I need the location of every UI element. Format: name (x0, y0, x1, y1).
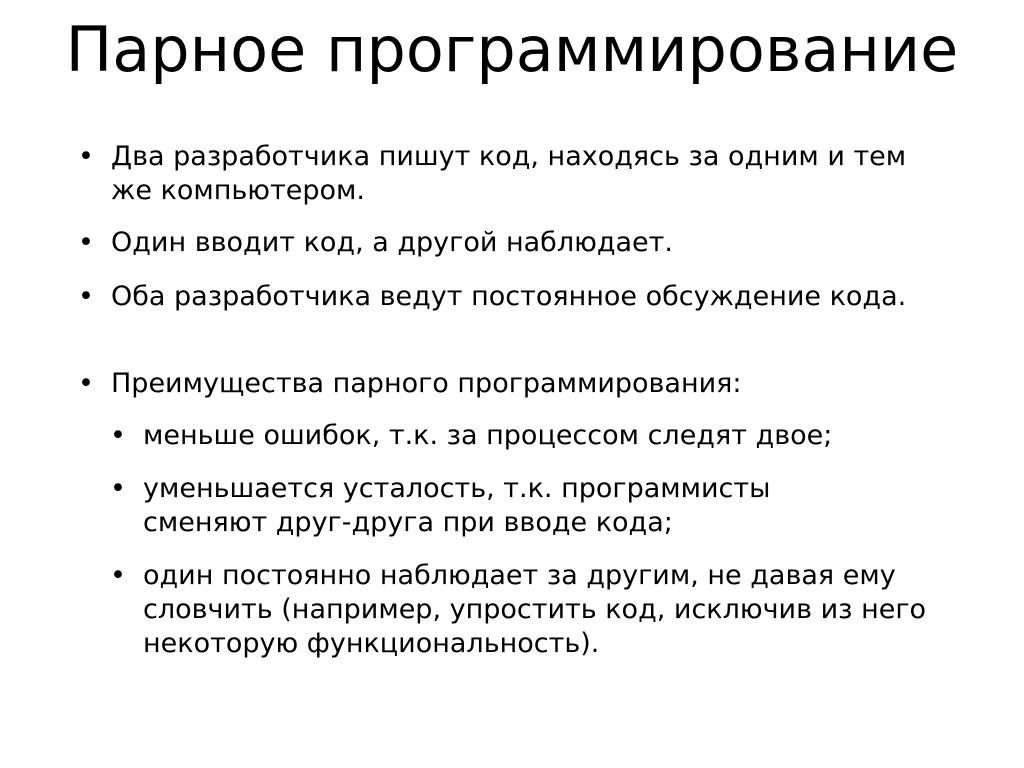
sub-list-item-text: один постоянно наблюдает за другим, не давая ему словчить (например, упростить код, исключив из него некоторую функциональность). (143, 560, 927, 659)
list-item-text: Два разработчика пишут код, находясь за одним и тем же компьютером. (111, 141, 907, 206)
sub-list-item (143, 419, 963, 453)
sub-bullet-icon: • (110, 473, 126, 504)
list-item-text: Оба разработчика ведут постоянное обсуждение кода. (111, 281, 907, 312)
list-item (111, 280, 931, 314)
list-item (111, 367, 931, 401)
list-item (111, 226, 931, 260)
bullet-icon: • (78, 368, 94, 399)
bullet-icon: • (78, 141, 94, 172)
sub-list-item (143, 472, 843, 540)
sub-list-item (143, 559, 953, 661)
slide-title: Парное программирование (65, 13, 959, 86)
sub-bullet-icon: • (110, 420, 126, 451)
bullet-icon: • (78, 227, 94, 258)
list-item-text: Преимущества парного программирования: (111, 368, 742, 399)
sub-bullet-icon: • (110, 560, 126, 591)
list-item (111, 140, 931, 208)
list-item-text: Один вводит код, а другой наблюдает. (111, 227, 673, 258)
bullet-icon: • (78, 281, 94, 312)
sub-list-item-text: уменьшается усталость, т.к. программисты сменяют друг-друга при вводе кода; (143, 473, 771, 538)
sub-list-item-text: меньше ошибок, т.к. за процессом следят двое; (143, 420, 833, 451)
